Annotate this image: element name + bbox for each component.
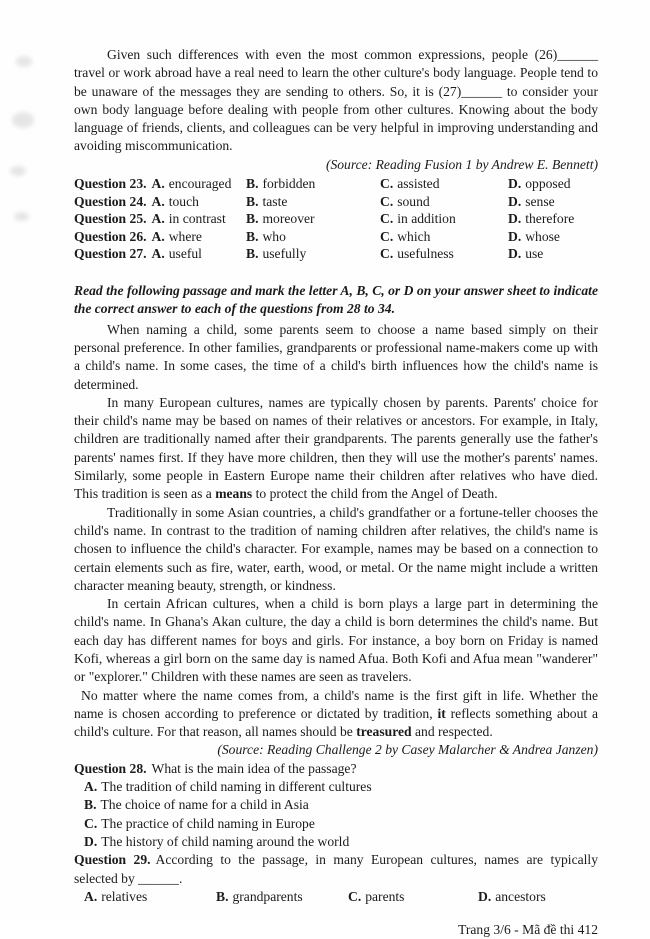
- option-text: grandparents: [232, 888, 303, 904]
- question-number: Question 29.: [74, 852, 151, 868]
- option-text: where: [168, 228, 202, 244]
- option-text: therefore: [525, 211, 575, 227]
- option-letter: C.: [380, 193, 394, 209]
- option-text: sound: [397, 193, 430, 209]
- passage-text: No matter where the name comes from, a child's name is the first gift in life. Whether the name is chosen according to preference or dictated by tradition,: [74, 687, 598, 721]
- option-text: use: [525, 246, 544, 262]
- passage-text: In many European cultures, names are typically chosen by parents. Parents' choice for their child's name may be based on names of their relatives or ancestors. For example, in Italy, children are traditionally named after their grandparents. The parents generally use the father's parents' names first. If they have more children, then they will use the mother's parents' names. Similarly, some people in Eastern Europe name their children after relatives who have died. This tradition is seen as a: [74, 394, 598, 502]
- option-text: in addition: [397, 211, 456, 227]
- option-text: forbidden: [262, 176, 316, 192]
- question-row-25: [74, 210, 598, 228]
- scan-artifact: [16, 56, 32, 67]
- option-letter: A.: [151, 246, 165, 262]
- option-line: [74, 815, 598, 833]
- option-letter: B.: [216, 888, 229, 904]
- option-text: The choice of name for a child in Asia: [100, 797, 309, 813]
- option-letter: A.: [151, 176, 165, 192]
- cloze-paragraph-text: Given such differences with even the most common expressions, people (26)______ travel or work abroad have a real need to learn the other culture's body language. People tend to be unaware of the messages they are sending to others. So, it is (27)______ to consider your own body language before dealing with people from other cultures. Knowing about the body language of friends, clients, and colleagues can be very helpful in improving understanding and avoiding miscommunication.: [74, 47, 598, 154]
- passage-paragraph-4: In certain African cultures, when a child is born plays a large part in determining the child's name. In Ghana's Akan culture, the day a child is born determines the child's name. But each day has different names for boys and girls. For instance, a boy born on Friday is named Kofi, whereas a girl born on the same day is named Afua. Both Kofi and Afua mean "wanderer" or "explorer." Children with these names are seen as travelers.: [74, 596, 598, 685]
- option-text: which: [397, 228, 431, 244]
- option-letter: C.: [380, 176, 394, 192]
- passage-text: and respected.: [415, 724, 493, 740]
- passage-paragraph-2: [74, 394, 598, 504]
- option-line: [74, 833, 598, 851]
- option-letter: D.: [478, 888, 492, 904]
- option-text: in contrast: [168, 211, 226, 227]
- option-letter: A.: [84, 888, 98, 904]
- scan-artifact: [10, 166, 26, 176]
- option-text: whose: [525, 228, 560, 244]
- source-citation-2: (Source: Reading Challenge 2 by Casey Malarcher & Andrea Janzen): [217, 742, 598, 758]
- option-letter: B.: [246, 176, 259, 192]
- option-text: The tradition of child naming in different cultures: [101, 779, 372, 795]
- option-letter: A.: [151, 193, 165, 209]
- option-letter: C.: [380, 211, 394, 227]
- question-number: Question 23.: [74, 176, 147, 192]
- question-number: Question 26.: [74, 228, 147, 244]
- question-29-options: [74, 888, 598, 906]
- option-letter: D.: [508, 193, 522, 209]
- option-text: useful: [168, 246, 202, 262]
- question-row-27: [74, 245, 598, 263]
- option-letter: A.: [84, 779, 98, 795]
- passage-text: reflects something about a child's culture. For that reason, all names should be: [74, 705, 599, 740]
- option-line: [74, 796, 598, 814]
- passage-bold-term: it: [437, 705, 446, 721]
- cloze-paragraph: [74, 46, 598, 156]
- option-letter: D.: [508, 176, 522, 192]
- option-text: taste: [262, 193, 288, 209]
- option-text: opposed: [525, 176, 571, 192]
- option-text: relatives: [101, 888, 148, 904]
- option-letter: A.: [151, 211, 165, 227]
- passage-paragraph-1: When naming a child, some parents seem to choose a name based simply on their personal preference. In other families, grandparents or professional name-makers come up with a child's name. In some cases, the time of a child's birth influences how the child's name is determined.: [74, 321, 598, 392]
- option-letter: D.: [508, 228, 522, 244]
- question-row-26: [74, 228, 598, 246]
- option-text: encouraged: [168, 176, 232, 192]
- option-letter: D.: [508, 246, 522, 262]
- option-letter: C.: [348, 888, 362, 904]
- option-letter: B.: [84, 797, 97, 813]
- option-text: usefully: [262, 246, 307, 262]
- option-text: moreover: [262, 211, 315, 227]
- option-letter: D.: [84, 833, 98, 849]
- source-citation-1: (Source: Reading Fusion 1 by Andrew E. Bennett): [325, 156, 598, 172]
- question-number: Question 24.: [74, 193, 147, 209]
- passage-text: to protect the child from the Angel of Death.: [255, 486, 498, 502]
- option-letter: B.: [246, 211, 259, 227]
- option-letter: C.: [84, 815, 98, 831]
- option-text: who: [262, 228, 286, 244]
- question-28: [74, 760, 598, 778]
- option-letter: B.: [246, 193, 259, 209]
- option-letter: A.: [151, 228, 165, 244]
- option-letter: B.: [246, 246, 259, 262]
- passage-bold-term: means: [215, 486, 253, 502]
- passage-paragraph-3: Traditionally in some Asian countries, a child's grandfather or a fortune-teller chooses the child's name. In contrast to the tradition of naming children after relatives, the child's name is chosen to influence the child's character. For example, names may be based on a connection to certain elements such as fire, water, earth, wood, or metal. Or the name might include a written character meaning beauty, strength, or kindness.: [74, 504, 598, 593]
- option-text: touch: [168, 193, 199, 209]
- option-text: ancestors: [495, 888, 546, 904]
- question-row-23: [74, 175, 598, 193]
- passage-bold-term: treasured: [356, 724, 412, 740]
- option-text: The practice of child naming in Europe: [101, 815, 315, 831]
- option-letter: B.: [246, 228, 259, 244]
- scan-artifact: [14, 212, 29, 221]
- option-text: sense: [525, 193, 555, 209]
- option-text: usefulness: [397, 246, 454, 262]
- question-row-24: [74, 193, 598, 211]
- question-number: Question 25.: [74, 211, 147, 227]
- option-line: [74, 778, 598, 796]
- question-number: Question 27.: [74, 246, 147, 262]
- page-content: [74, 46, 598, 939]
- footer-page-label: Trang 3/6 - Mã đề thi 412: [458, 922, 598, 938]
- option-letter: C.: [380, 246, 394, 262]
- option-text: parents: [365, 888, 405, 904]
- option-letter: C.: [380, 228, 394, 244]
- option-text: assisted: [397, 176, 440, 192]
- section-instruction: Read the following passage and mark the letter A, B, C, or D on your answer sheet to indicate the correct answer to each of the questions from 28 to 34.: [74, 283, 598, 317]
- option-text: The history of child naming around the world: [101, 833, 350, 849]
- question-29: [74, 851, 598, 888]
- question-text: What is the main idea of the passage?: [151, 760, 357, 776]
- cloze-questions-table: [74, 175, 598, 263]
- question-number: Question 28.: [74, 760, 147, 776]
- option-letter: D.: [508, 211, 522, 227]
- scan-artifact: [12, 112, 34, 128]
- question-text: According to the passage, in many European cultures, names are typically selected by ______.: [74, 852, 599, 886]
- passage-paragraph-5: [74, 687, 598, 742]
